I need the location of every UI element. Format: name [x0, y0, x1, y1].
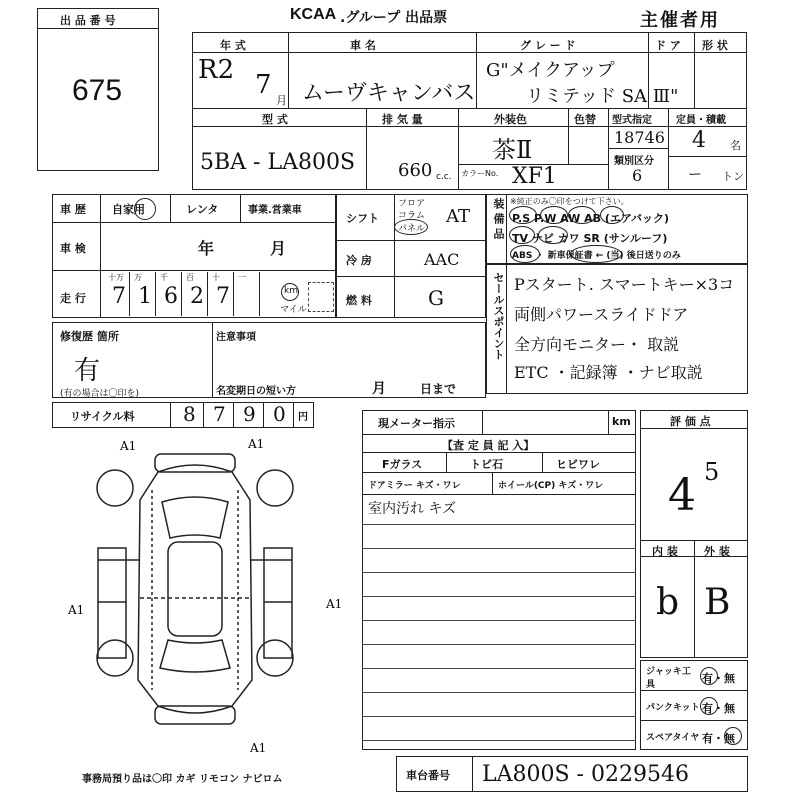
mileage-digit: 7 — [112, 284, 126, 309]
crack-label: ヒビワレ — [556, 458, 600, 471]
ruled-line — [362, 548, 636, 549]
exterior-value: B — [704, 582, 731, 623]
private-use-option: 自家用 — [112, 203, 145, 216]
abs-circle — [510, 245, 540, 263]
ruled-line — [362, 596, 636, 597]
meter-km-unit: km — [612, 415, 631, 428]
mileage-digit-cell — [130, 272, 156, 316]
mileage-digit-label: 十万 — [108, 273, 124, 282]
ac-label: 冷 房 — [346, 254, 372, 267]
model-label: 型 式 — [262, 113, 288, 126]
exterior-color-label: 外装色 — [494, 113, 527, 126]
form-title: .グループ 出品票 — [340, 10, 448, 26]
fuel-value: G — [428, 286, 444, 310]
grade-line1: G"メイクアップ — [486, 60, 615, 81]
jack-value: 有・無 — [702, 672, 735, 685]
mile-label: マイル — [280, 305, 307, 315]
car-name-value: ムーヴキャンバス — [302, 81, 476, 106]
displacement-value: 660 — [398, 160, 433, 181]
year-value: R2 — [198, 55, 235, 85]
mileage-digit-label: 十 — [212, 273, 220, 282]
mirror-label: ドアミラー キズ・ワレ — [368, 481, 461, 491]
shift-column: コラム — [398, 211, 425, 221]
type-designation-value: 18746 — [614, 128, 665, 147]
month-suffix: 月 — [276, 94, 287, 107]
shaken-year: 年 — [198, 239, 215, 258]
car-body-outline — [138, 465, 252, 713]
equipment-line1: P.S P.W AW AB (エアバック) — [512, 212, 670, 225]
office-note: 事務局預り品は〇印 カギ リモコン ナビロム — [82, 774, 283, 785]
ruled-line — [362, 572, 636, 573]
shift-panel: パネル — [398, 224, 426, 234]
type-designation-label: 型式指定 — [612, 115, 652, 126]
jack-label: ジャッキ工 具 — [646, 667, 691, 690]
puncture-value: 有・無 — [702, 702, 735, 715]
recycle-unit: 円 — [298, 412, 308, 423]
lot-number-label: 出 品 番 号 — [60, 14, 116, 27]
fuel-label: 燃 料 — [346, 294, 372, 307]
rating-sup: 5 — [704, 458, 720, 486]
mileage-digit-label: 百 — [186, 273, 194, 282]
glass-label: Fガラス — [382, 458, 423, 471]
recycle-label: リサイクル料 — [70, 410, 135, 423]
shaken-label: 車 検 — [60, 242, 86, 255]
grade-line2: リミテッド SA Ⅲ" — [526, 86, 679, 107]
shift-floor: フロア — [398, 199, 426, 209]
mileage-digit: 7 — [216, 284, 230, 309]
shift-panel-circle — [394, 219, 428, 235]
mileage-digit: 6 — [164, 284, 178, 309]
damage-mark-1: A1 — [120, 439, 137, 453]
equipment-label: 装 備 品 — [492, 198, 505, 239]
tire-front-left — [97, 470, 133, 506]
brand-logo: KCAA — [290, 6, 337, 23]
ab-circle — [600, 206, 624, 224]
recycle-digit-cell — [204, 402, 234, 428]
equipment-line2: TV ナビ カワ SR (サンルーフ) — [512, 232, 668, 245]
mileage-digit-label: 千 — [160, 273, 168, 282]
recycle-digit: 0 — [273, 402, 286, 426]
interior-label: 内 装 — [652, 545, 678, 558]
inspector-remark: 室内汚れ キズ — [368, 501, 457, 517]
shift-label: シフト — [346, 212, 379, 225]
recycle-digit-cell — [234, 402, 264, 428]
damage-mark-3: A1 — [68, 603, 85, 617]
ruled-line — [362, 524, 636, 525]
car-diagram — [40, 430, 350, 760]
spare-label: スペアタイヤ — [646, 733, 700, 743]
chassis-label: 車台番号 — [406, 769, 450, 782]
organizer-label: 主催者用 — [640, 10, 720, 31]
mileage-digit-cell — [156, 272, 182, 316]
private-use-circle — [134, 198, 156, 220]
recycle-digit: 9 — [243, 402, 256, 426]
capacity-unit: 名 — [730, 139, 741, 152]
tire-front-right — [257, 470, 293, 506]
aw-circle — [568, 206, 596, 224]
mileage-digit-cell — [104, 272, 130, 316]
rating-label: 評 価 点 — [670, 415, 711, 428]
interior-value: b — [656, 582, 680, 623]
color-no-value: XF1 — [512, 164, 557, 189]
tv-circle — [509, 226, 535, 244]
car-rear-window — [160, 640, 230, 672]
color-no-tag: カラーNo. — [461, 169, 499, 178]
name-change-month: 月 — [372, 381, 386, 397]
mileage-digit-cell — [208, 272, 234, 316]
shaken-month: 月 — [270, 239, 287, 258]
displacement-label: 排 気 量 — [382, 113, 423, 126]
model-value: 5BA - LA800S — [200, 150, 356, 175]
ruled-line — [362, 692, 636, 693]
chip-label: トビ石 — [470, 458, 503, 471]
ac-value: AAC — [424, 250, 460, 269]
mileage-digit: 1 — [138, 284, 152, 309]
history-label: 車 歴 — [60, 203, 86, 216]
name-change-day: 日まで — [420, 382, 457, 396]
car-windshield — [162, 497, 228, 538]
exterior-grade-label: 外 装 — [704, 545, 730, 558]
grade-label: グ レ ー ド — [520, 39, 576, 52]
chassis-value: LA800S - 0229546 — [482, 762, 689, 787]
business-option: 事業.営業車 — [248, 205, 302, 216]
damage-mark-5: A1 — [250, 741, 267, 755]
recycle-digit-cell — [264, 402, 294, 428]
month-value: 7 — [255, 70, 272, 100]
mileage-digit-cell — [182, 272, 208, 316]
recycle-digit: 8 — [183, 402, 196, 426]
car-name-label: 車 名 — [350, 39, 376, 52]
capacity-value: 4 — [692, 128, 706, 153]
puncture-label: パンクキット — [646, 703, 700, 713]
rental-option: レンタ — [186, 203, 219, 216]
mileage-digit-label: 万 — [134, 273, 142, 282]
navi-circle — [538, 226, 568, 244]
pw-circle — [540, 206, 568, 224]
mileage-digit-cell — [234, 272, 260, 316]
damage-mark-4: A1 — [326, 597, 343, 611]
sales-points-label: セールスポイント — [492, 272, 505, 360]
recycle-digit: 7 — [213, 402, 226, 426]
caution-label: 注意事項 — [216, 332, 256, 343]
shift-value: AT — [446, 206, 471, 227]
inspector-entry-label: 【査 定 員 記 入】 — [442, 439, 535, 452]
car-roof — [168, 542, 222, 636]
sales-point-line3: 全方向モニター・ 取説 — [514, 335, 680, 354]
sales-point-line4: ETC ・記録簿 ・ナビ取説 — [514, 363, 703, 382]
ruled-line — [362, 668, 636, 669]
wheel-label: ホイール(CP) キズ・ワレ — [498, 481, 604, 491]
class-value: 6 — [632, 166, 643, 185]
exterior-color-value: 茶Ⅱ — [492, 136, 533, 164]
recycle-digit-cell — [174, 402, 204, 428]
ruled-line — [362, 620, 636, 621]
km-circle — [281, 283, 299, 301]
jack-circle — [700, 667, 718, 685]
mile-checkbox — [308, 282, 334, 312]
ps-circle — [509, 206, 537, 224]
load-unit: トン — [722, 170, 744, 183]
ruled-line — [362, 740, 636, 741]
ruled-line — [362, 716, 636, 717]
year-label: 年 式 — [220, 39, 246, 52]
ruled-line — [362, 644, 636, 645]
spare-circle — [724, 727, 742, 745]
meter-label: 現メーター指示 — [378, 417, 455, 430]
load-value: ー — [688, 167, 702, 183]
damage-mark-2: A1 — [248, 437, 265, 451]
door-label: ド ア — [655, 39, 681, 52]
warranty-circle — [570, 245, 622, 263]
rating-main: 4 — [668, 470, 696, 521]
repair-value: 有 — [74, 356, 101, 386]
mileage-digit: 2 — [190, 284, 204, 309]
mileage-label: 走 行 — [60, 292, 86, 305]
repair-note: (有の場合は〇印を) — [60, 389, 140, 399]
puncture-circle — [700, 697, 718, 715]
name-change-label: 名変期日の短い方 — [216, 386, 296, 397]
color-change-label: 色替 — [574, 113, 596, 126]
repair-label: 修復歴 箇所 — [60, 330, 119, 343]
equipment-line3: ABS ・ 新車保証書 ← (当) 後日送りのみ — [512, 251, 681, 261]
km-label: km — [284, 286, 298, 296]
cc-unit: c.c. — [436, 172, 452, 182]
sales-point-line1: Pスタート. スマートキー×3コ — [514, 275, 735, 294]
lot-number-value: 675 — [72, 74, 123, 107]
mileage-digit-label: 一 — [238, 273, 246, 282]
class-label: 類別区分 — [614, 156, 654, 167]
spare-value: 有・無 — [702, 732, 735, 745]
equipment-note: ※純正のみ〇印をつけて下さい。 — [510, 197, 629, 206]
capacity-label: 定員・積載 — [676, 115, 726, 126]
sales-point-line2: 両側パワースライドドア — [514, 305, 689, 324]
shape-label: 形 状 — [702, 39, 728, 52]
